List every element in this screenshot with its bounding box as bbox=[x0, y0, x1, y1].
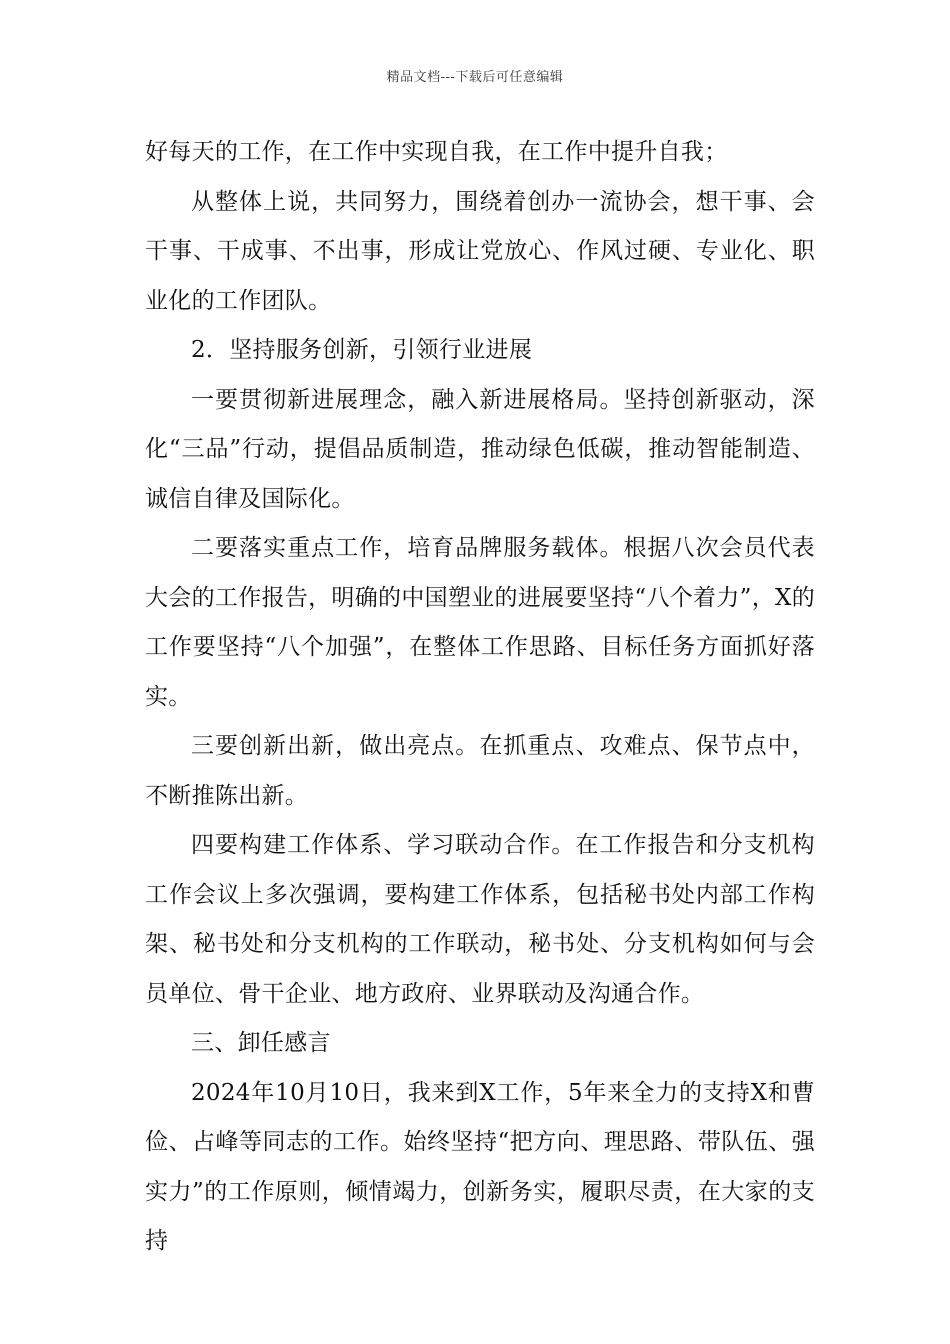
paragraph-team-goal: 从整体上说，共同努力，围绕着创办一流协会，想干事、会干事、干成事、不出事，形成让党放心、作风过硬、专业化、职业化的工作团队。 bbox=[145, 188, 815, 314]
section-heading-farewell: 三、卸任感言 bbox=[191, 1030, 331, 1056]
paragraph-continuation: 好每天的工作，在工作中实现自我，在工作中提升自我； bbox=[145, 139, 728, 165]
paragraph-farewell-remarks: 2024年10月10日，我来到X工作，5年来全力的支持X和曹俭、占峰等同志的工作。始终坚持“把方向、理思路、带队伍、强实力”的工作原则，倾情竭力，创新务实，履职尽责，在大家的支持 bbox=[145, 1079, 815, 1254]
section-heading-service-innovation: 2．坚持服务创新，引领行业进展 bbox=[191, 337, 533, 363]
page-header: 精品文档---下载后可任意编辑 bbox=[386, 70, 564, 85]
paragraph-point-two: 二要落实重点工作，培育品牌服务载体。根据八次会员代表大会的工作报告，明确的中国塑业的进展要坚持“八个着力”，X的工作要坚持“八个加强”，在整体工作思路、目标任务方面抓好落实。 bbox=[145, 535, 815, 710]
paragraph-point-one: 一要贯彻新进展理念，融入新进展格局。坚持创新驱动，深化“三品”行动，提倡品质制造，推动绿色低碳，推动智能制造、诚信自律及国际化。 bbox=[145, 386, 815, 512]
paragraph-point-three: 三要创新出新，做出亮点。在抓重点、攻难点、保节点中，不断推陈出新。 bbox=[145, 733, 815, 809]
paragraph-point-four: 四要构建工作体系、学习联动合作。在工作报告和分支机构工作会议上多次强调，要构建工作体系，包括秘书处内部工作构架、秘书处和分支机构的工作联动，秘书处、分支机构如何与会员单位、骨干企业、地方政府、业界联动及沟通合作。 bbox=[145, 832, 815, 1007]
document-body bbox=[145, 128, 815, 1267]
